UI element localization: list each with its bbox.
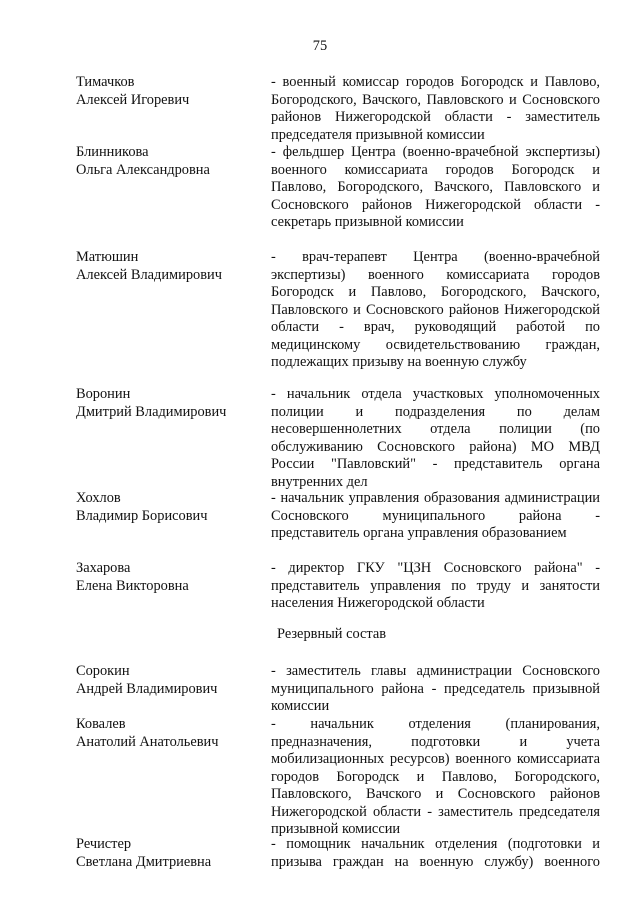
member-given-names: Елена Викторовна (76, 577, 189, 594)
member-given-names: Дмитрий Владимирович (76, 403, 227, 420)
member-surname: Блинникова (76, 144, 149, 160)
member-role: - начальник отделения (планирования, предназначения, подготовки и учета мобилизационных ресурсов) военного комиссариата городов Богородск и Павлово, Богородского, Павловского, Вачского и Сосновского районов Нижегородской области - заместитель председателя призывной комиссии (271, 716, 600, 837)
member-surname: Матюшин (76, 249, 139, 265)
member-surname: Захарова (76, 560, 131, 576)
member-name (76, 836, 266, 871)
member-role: - врач-терапевт Центра (военно-врачебной экспертизы) военного комиссариата городов Богородск и Павлово, Богородского, Вачского, Павловского и Сосновского районов Нижегородской области - врач, руководящий работой по медицинскому освидетельствованию граждан, подлежащих призыву на военную службу (271, 249, 600, 370)
member-surname: Ковалев (76, 716, 126, 732)
member-role: - фельдшер Центра (военно-врачебной экспертизы) военного комиссариата городов Богородск и Павлово, Богородского, Вачского, Павловского и Сосновского районов Нижегородской области - секретарь призывной комиссии (271, 144, 600, 230)
member-surname: Воронин (76, 386, 131, 402)
page-number: 75 (312, 38, 328, 54)
member-role: - директор ГКУ "ЦЗН Сосновского района" - представитель управления по труду и занятости населения Нижегородской области (271, 560, 600, 611)
member-given-names: Ольга Александровна (76, 161, 210, 178)
member-role: - заместитель главы администрации Сосновского муниципального района - председатель призывной комиссии (271, 663, 600, 714)
member-surname: Сорокин (76, 663, 130, 679)
member-name (76, 716, 266, 751)
member-role: - начальник управления образования администрации Сосновского муниципального района - представитель органа управления образованием (271, 490, 600, 541)
member-given-names: Владимир Борисович (76, 507, 208, 524)
member-given-names: Алексей Владимирович (76, 266, 222, 283)
member-given-names: Анатолий Анатольевич (76, 733, 219, 750)
member-surname: Тимачков (76, 74, 135, 90)
reserve-section-title: Резервный состав (277, 626, 387, 642)
member-name (76, 663, 266, 698)
member-role: - военный комиссар городов Богородск и Павлово, Богородского, Вачского, Павловского и Сосновского районов Нижегородской области - заместитель председателя призывной комиссии (271, 74, 600, 143)
member-surname: Речистер (76, 836, 132, 852)
member-given-names: Андрей Владимирович (76, 680, 218, 697)
member-name (76, 560, 266, 595)
member-surname: Хохлов (76, 490, 121, 506)
member-name (76, 144, 266, 179)
member-role: - начальник отдела участковых уполномоченных полиции и подразделения по делам несовершеннолетних отдела полиции (по обслуживанию Сосновского района) МО МВД России "Павловский" - представитель органа внутренних дел (271, 386, 600, 490)
member-given-names: Алексей Игоревич (76, 91, 190, 108)
member-name (76, 249, 266, 284)
member-name (76, 490, 266, 525)
member-given-names: Светлана Дмитриевна (76, 853, 212, 870)
member-role: - помощник начальник отделения (подготовки и призыва граждан на военную службу) военного (271, 836, 600, 870)
member-name (76, 386, 266, 421)
member-name (76, 74, 266, 109)
